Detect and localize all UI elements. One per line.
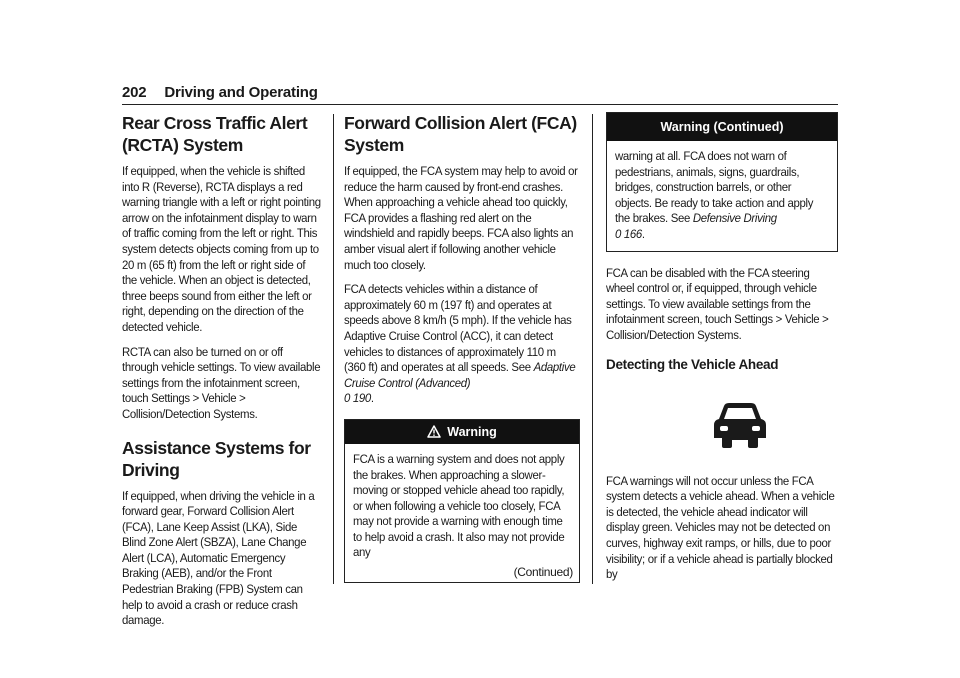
warning-continued-text-body: warning at all. FCA does not warn of pedestrians, animals, signs, guardrails, bridges, construction barrels, or other objects. Be ready to take action and apply the brakes. See: [615, 149, 814, 226]
assistance-paragraph: If equipped, when driving the vehicle in a forward gear, Forward Collision Alert (FCA), Lane Keep Assist (LKA), Side Blind Zone Alert (SBZA), Lane Change Alert (LCA), Automatic Emergency Braking (AEB), and/or the Front Pedestrian Braking (FPB) System can help to avoid a crash or reduce crash damage.: [122, 488, 315, 628]
column-2: [344, 112, 580, 593]
page-reference[interactable]: 0 166: [615, 226, 642, 241]
detecting-heading: Detecting the Vehicle Ahead: [606, 356, 779, 372]
column-divider: [333, 114, 334, 584]
warning-box: [344, 419, 580, 583]
period: .: [641, 226, 645, 241]
warning-triangle-icon: [427, 422, 441, 446]
fca-paragraph-1: If equipped, the FCA system may help to avoid or reduce the harm caused by front-end crashes. When approaching a vehicle ahead too quickly, FCA provides a flashing red alert on the windshield and rapidly beeps. FCA also lights an amber visual alert if following another vehicle much too closely.: [344, 164, 578, 272]
page-reference[interactable]: 0 190: [344, 391, 371, 406]
rcta-paragraph-1: If equipped, when the vehicle is shifted into R (Reverse), RCTA displays a red warning triangle with a left or right pointing arrow on the infotainment display to warn of traffic coming from the left or right. This system detects objects coming from up to 20 m (65 ft) from the left or right side of the vehicle. When an object is detected, three beeps sound from either the left or right, depending on the direction of the detected vehicle.: [122, 164, 321, 334]
disable-paragraph: FCA can be disabled with the FCA steering wheel control or, if equipped, through vehicle settings. To view available settings from the infotainment screen, touch Settings > Vehicle > Collision/Detection Systems.: [606, 265, 829, 342]
vehicle-ahead-icon: [606, 402, 838, 448]
page-header: [122, 84, 838, 105]
page-number: 202: [122, 84, 147, 101]
warning-continued-header: Warning (Continued): [607, 113, 837, 141]
fca-heading: Forward Collision Alert (FCA) System: [344, 113, 577, 155]
warning-box-continued: [606, 112, 838, 252]
fca-paragraph-2-text: FCA detects vehicles within a distance of approximately 60 m (197 ft) and operates at speeds above 8 km/h (5 mph). If the vehicle has Adaptive Cruise Control (ACC), it can detect vehicles to distances of approximately 110 m (360 ft) and operates at all speeds. See: [344, 282, 572, 375]
warning-continued-body: [607, 141, 837, 251]
fca-paragraph-2: [344, 282, 578, 407]
section-title: Driving and Operating: [164, 84, 318, 101]
continued-label: (Continued): [513, 565, 573, 580]
rcta-paragraph-2: RCTA can also be turned on or off through vehicle settings. To view available settings from the infotainment screen, touch Settings > Vehicle > Collision/Detection Systems.: [122, 344, 321, 421]
adaptive-cruise-link[interactable]: Adaptive Cruise Control (Advanced): [344, 360, 576, 390]
warning-label: Warning: [447, 424, 497, 439]
warning-text: FCA is a warning system and does not apply the brakes. When approaching a slower-moving or stopped vehicle ahead too rapidly, or when following a vehicle too closely, FCA may not provide a warning with enough time to help avoid a crash. It also may not provide any: [353, 451, 565, 560]
warning-continued-text: [615, 149, 828, 243]
assistance-heading: Assistance Systems for Driving: [122, 437, 311, 480]
column-1: [122, 112, 322, 638]
detecting-paragraph: FCA warnings will not occur unless the FCA system detects a vehicle ahead. When a vehicle is detected, the vehicle ahead indicator will display green. Vehicles may not be detected on curves, highway exit ramps, or hills, due to poor visibility; or if a vehicle ahead is partially blocked by: [606, 473, 835, 582]
period: .: [370, 391, 374, 406]
column-divider: [592, 114, 593, 584]
rcta-heading: Rear Cross Traffic Alert (RCTA) System: [122, 113, 308, 155]
warning-header: [345, 420, 579, 444]
column-3: [606, 112, 838, 592]
warning-body: [345, 444, 579, 565]
defensive-driving-link[interactable]: Defensive Driving: [692, 211, 777, 226]
